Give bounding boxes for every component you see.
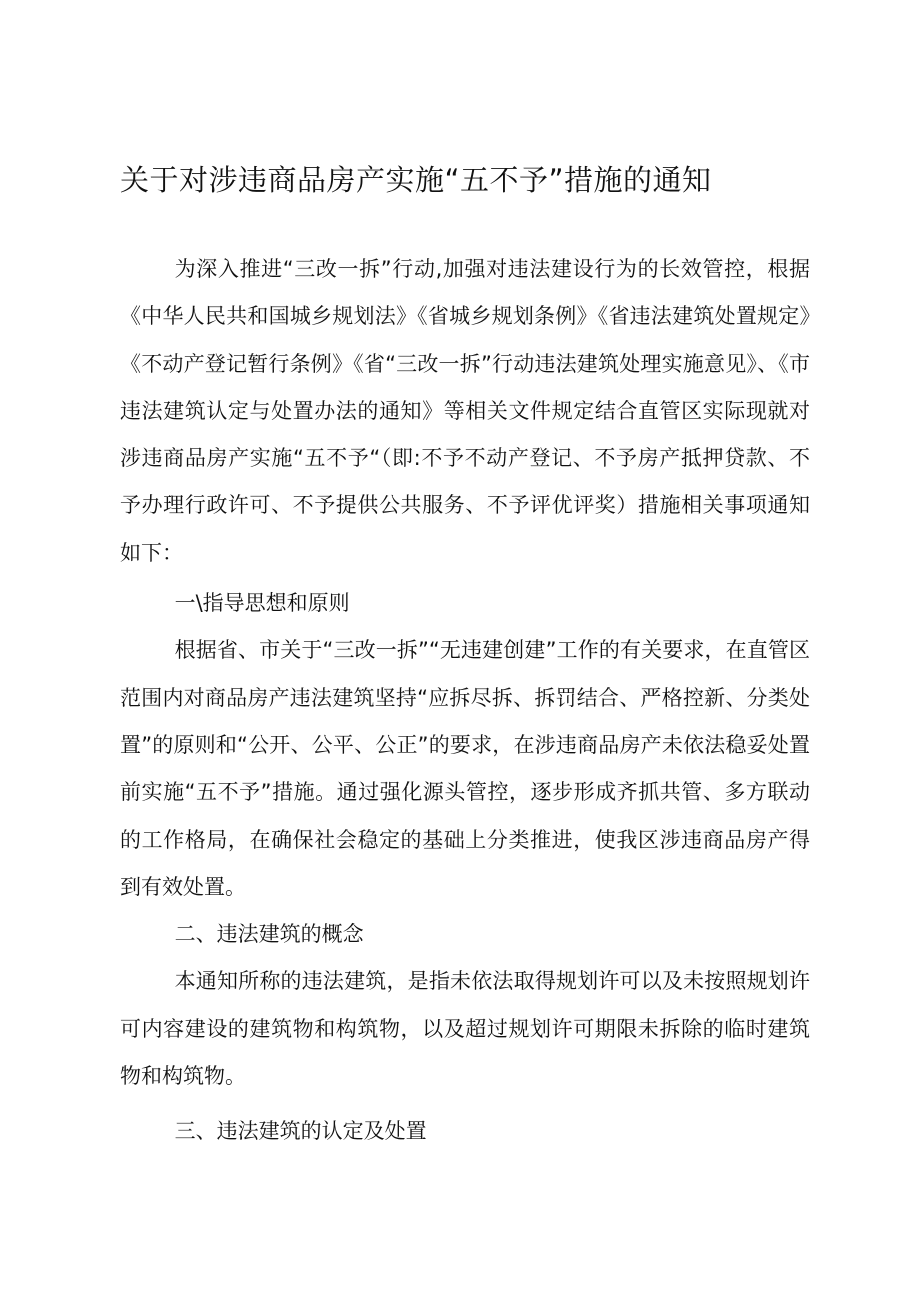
spacer [120,1100,810,1108]
intro-paragraph: 为深入推进“三改一拆”行动,加强对违法建设行为的长效管控，根据《中华人民共和国城乡规划法》《省城乡规划条例》《省违法建筑处置规定》《不动产登记暂行条例》《省“三改一拆”行动违法建筑处理实施意见》、《市违法建筑认定与处置办法的通知》等相关文件规定结合直管区实际现就对涉违商品房产实施“五不予“（即:不予不动产登记、不予房产抵押贷款、不予办理行政许可、不予提供公共服务、不予评优评奖）措施相关事项通知如下： [120,257,810,565]
section-body-2: 本通知所称的违法建筑，是指未依法取得规划许可以及未按照规划许可内容建设的建筑物和构筑物，以及超过规划许可期限未拆除的临时建筑物和构筑物。 [120,969,810,1089]
section-heading-3: 三、违法建筑的认定及处置 [174,1119,427,1144]
section-heading-2: 二、违法建筑的概念 [174,922,364,947]
section-heading-1: 一\指导思想和原则 [174,591,350,616]
document-title: 关于对涉违商品房产实施“五不予”措施的通知 [120,163,712,197]
section-body-1: 根据省、市关于“三改一拆”“无违建创建”工作的有关要求，在直管区范围内对商品房产违法建筑坚持“应拆尽拆、拆罚结合、严格控新、分类处置”的原则和“公开、公平、公正”的要求，在涉违商品房产未依法稳妥处置前实施“五不予”措施。通过强化源头管控，逐步形成齐抓共管、多方联动的工作格局，在确保社会稳定的基础上分类推进，使我区涉违商品房产得到有效处置。 [120,638,810,899]
document-body [120,246,810,1156]
